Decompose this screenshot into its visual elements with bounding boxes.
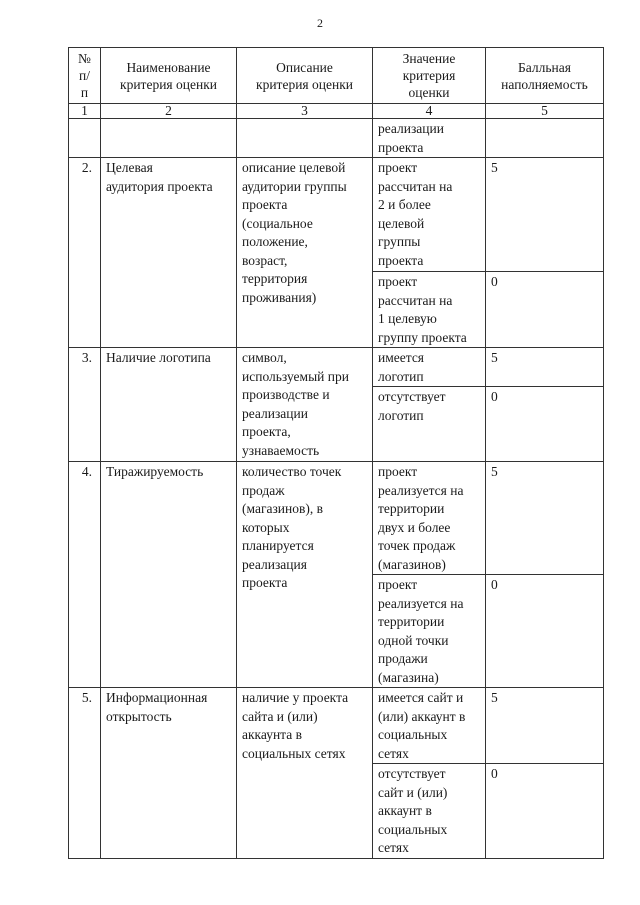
- header-criterion-description: Описание критерия оценки: [237, 48, 373, 104]
- criterion-score: 0: [486, 387, 604, 462]
- criterion-number: 3.: [69, 348, 101, 462]
- table-row: [69, 688, 604, 764]
- continuation-row: [69, 119, 604, 158]
- criterion-description: количество точек продаж (магазинов), в которых планируется реализация проекта: [237, 462, 373, 688]
- column-number: 3: [237, 104, 373, 119]
- table-row: [69, 158, 604, 272]
- column-number: 2: [101, 104, 237, 119]
- page-number: 2: [317, 16, 323, 30]
- header-criterion-value: Значение критерия оценки: [373, 48, 486, 104]
- criterion-score: 5: [486, 348, 604, 387]
- criterion-score: 5: [486, 462, 604, 575]
- header-number: № п/ п: [69, 48, 101, 104]
- table-row: [69, 348, 604, 387]
- continuation-number: [69, 119, 101, 158]
- continuation-description: [237, 119, 373, 158]
- criterion-value: имеется логотип: [373, 348, 486, 387]
- criterion-name: Целевая аудитория проекта: [101, 158, 237, 348]
- criterion-description: наличие у проекта сайта и (или) аккаунта в социальных сетях: [237, 688, 373, 859]
- header-score: Балльная наполняемость: [486, 48, 604, 104]
- criterion-score: 0: [486, 272, 604, 348]
- continuation-score: [486, 119, 604, 158]
- criterion-value: отсутствует сайт и (или) аккаунт в социальных сетях: [373, 764, 486, 859]
- criterion-value: проект реализуется на территории одной точки продажи (магазина): [373, 575, 486, 688]
- criterion-value: имеется сайт и (или) аккаунт в социальных сетях: [373, 688, 486, 764]
- header-row: [69, 48, 604, 104]
- criterion-name: Тиражируемость: [101, 462, 237, 688]
- header-criterion-name: Наименование критерия оценки: [101, 48, 237, 104]
- criterion-score: 5: [486, 158, 604, 272]
- criterion-value: отсутствует логотип: [373, 387, 486, 462]
- criterion-description: описание целевой аудитории группы проекта (социальное положение, возраст, территория проживания): [237, 158, 373, 348]
- criterion-description: символ, используемый при производстве и реализации проекта, узнаваемость: [237, 348, 373, 462]
- column-number-row: [69, 104, 604, 119]
- criterion-name: Информационная открытость: [101, 688, 237, 859]
- criterion-name: Наличие логотипа: [101, 348, 237, 462]
- continuation-value: реализации проекта: [373, 119, 486, 158]
- criterion-score: 0: [486, 764, 604, 859]
- criterion-score: 0: [486, 575, 604, 688]
- criteria-table: [68, 47, 604, 859]
- criterion-score: 5: [486, 688, 604, 764]
- criterion-number: 4.: [69, 462, 101, 688]
- table-row: [69, 462, 604, 575]
- criterion-value: проект рассчитан на 1 целевую группу проекта: [373, 272, 486, 348]
- column-number: 5: [486, 104, 604, 119]
- column-number: 1: [69, 104, 101, 119]
- criterion-value: проект рассчитан на 2 и более целевой группы проекта: [373, 158, 486, 272]
- criterion-number: 2.: [69, 158, 101, 348]
- column-number: 4: [373, 104, 486, 119]
- continuation-name: [101, 119, 237, 158]
- criterion-number: 5.: [69, 688, 101, 859]
- criterion-value: проект реализуется на территории двух и более точек продаж (магазинов): [373, 462, 486, 575]
